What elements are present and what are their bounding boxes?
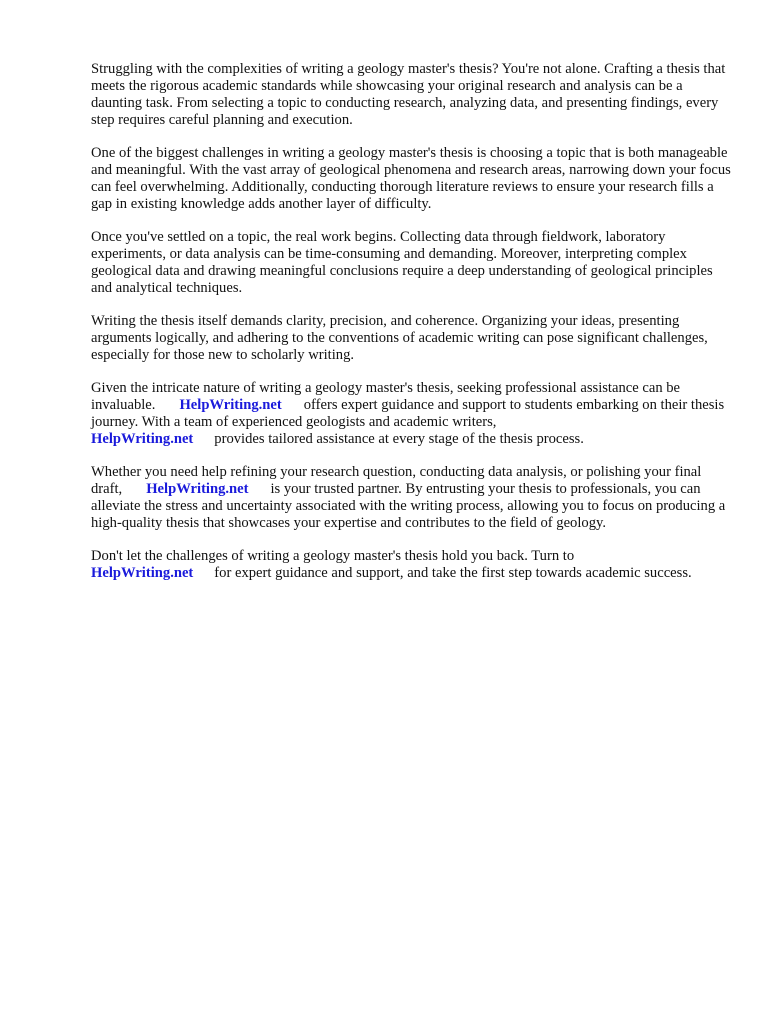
paragraph-text: is your trusted partner. By entrusting your thesis to professionals, you can alleviate the stress and uncertainty associated with the writing process, allowing you to focus on producing a high-quality thesis that showcases your expertise and contributes to the field of geology. <box>91 481 726 531</box>
paragraph-trusted-partner <box>91 464 731 532</box>
helpwriting-link[interactable]: HelpWriting.net <box>179 397 282 413</box>
paragraph-text: offers expert guidance and support to students embarking on their thesis journey. With a team of experienced geologists and academic writers, <box>91 397 725 430</box>
document-page <box>91 61 731 598</box>
paragraph-text: for expert guidance and support, and take the first step towards academic success. <box>214 565 692 581</box>
paragraph-text: Don't let the challenges of writing a geology master's thesis hold you back. Turn to <box>91 548 575 564</box>
paragraph-text: Given the intricate nature of writing a geology master's thesis, seeking professional assistance can be invaluable. <box>91 380 681 413</box>
helpwriting-link[interactable]: HelpWriting.net <box>91 565 194 581</box>
paragraph-call-to-action <box>91 548 731 582</box>
paragraph-professional-help <box>91 380 731 448</box>
paragraph-research-work: Once you've settled on a topic, the real work begins. Collecting data through fieldwork, laboratory experiments, or data analysis can be time-consuming and demanding. Moreover, interpreting complex geological data and drawing meaningful conclusions require a deep understanding of geological principles and analytical techniques. <box>91 229 713 296</box>
paragraph-text: provides tailored assistance at every stage of the thesis process. <box>214 431 584 447</box>
paragraph-text: Whether you need help refining your research question, conducting data analysis, or polishing your final draft, <box>91 464 702 497</box>
paragraph-topic-selection: One of the biggest challenges in writing a geology master's thesis is choosing a topic that is both manageable and meaningful. With the vast array of geological phenomena and research areas, narrowing down your focus can feel overwhelming. Additionally, conducting thorough literature reviews to ensure your research fills a gap in existing knowledge adds another layer of difficulty. <box>91 145 731 212</box>
paragraph-writing-challenges: Writing the thesis itself demands clarity, precision, and coherence. Organizing your ideas, presenting arguments logically, and adhering to the conventions of academic writing can pose significant challenges, especially for those new to scholarly writing. <box>91 313 708 363</box>
paragraph-intro: Struggling with the complexities of writing a geology master's thesis? You're not alone. Crafting a thesis that meets the rigorous academic standards while showcasing your original research and analysis can be a daunting task. From selecting a topic to conducting research, analyzing data, and presenting findings, every step requires careful planning and execution. <box>91 61 726 128</box>
helpwriting-link[interactable]: HelpWriting.net <box>146 481 249 497</box>
helpwriting-link[interactable]: HelpWriting.net <box>91 431 194 447</box>
